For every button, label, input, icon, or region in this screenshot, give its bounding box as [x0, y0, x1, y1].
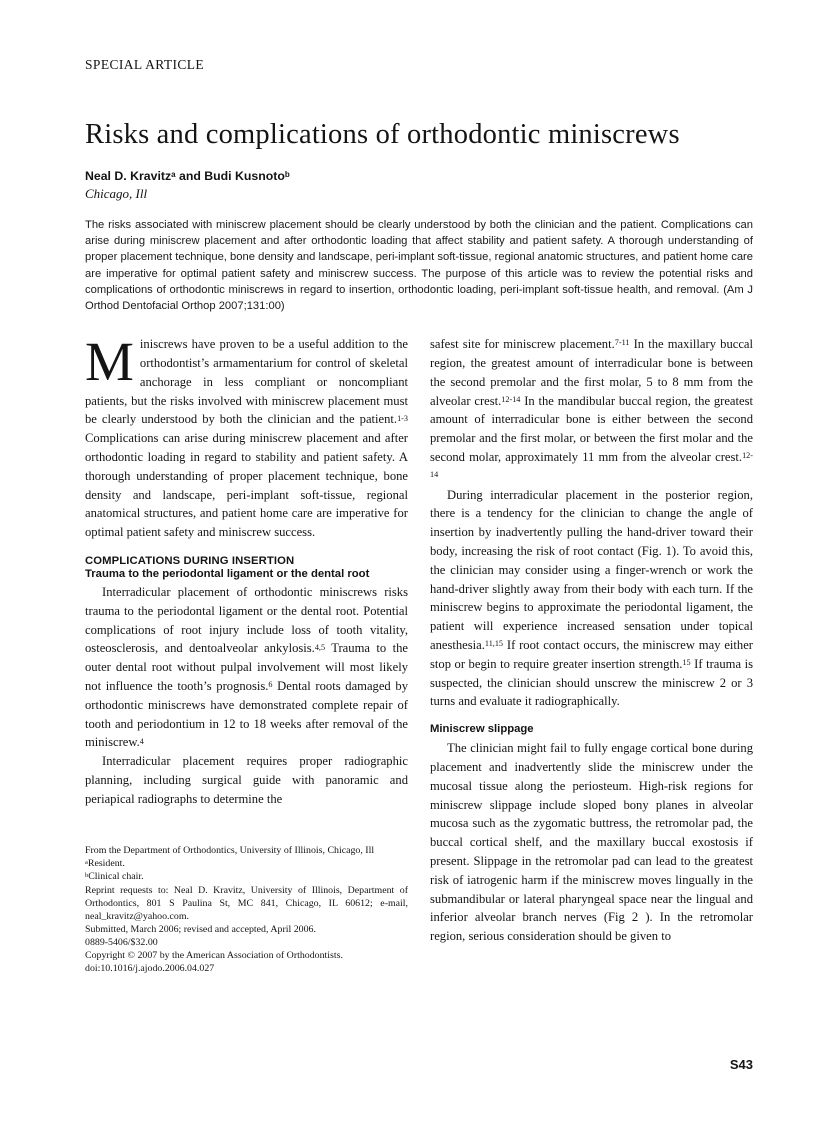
footnote-reprint-requests: Reprint requests to: Neal D. Kravitz, University of Illinois, Department of Orthodontics, 801 S Paulina St, MC 841, Chicago, IL 60612; e-mail, neal_kravitz@yahoo.com. — [85, 884, 408, 922]
page-number: S43 — [729, 1057, 753, 1072]
affiliation-line: Chicago, Ill — [85, 186, 148, 201]
body-paragraph: Interradicular placement requires proper radiographic planning, including surgical guide with panoramic and periapical radiographs to determine the — [85, 754, 408, 806]
article-title: Risks and complications of orthodontic miniscrews — [85, 119, 680, 150]
footnote-submitted: Submitted, March 2006; revised and accepted, April 2006. — [85, 923, 316, 935]
footnote-doi: doi:10.1016/j.ajodo.2006.04.027 — [85, 963, 215, 975]
intro-paragraph-text: iniscrews have proven to be a useful addition to the orthodontist’s armamentarium for control of skeletal anchorage in less compliant or noncompliant patients, but the risks involved with miniscrew placement must be clearly understood by both the clinician and the patient.$^{1-3}$ Complications can arise during miniscrew placement and after orthodontic loading in regard to stability and patient safety. A thorough understanding of proper placement technique, bone density and landscape, peri-implant soft-tissue, regional anatomical structures, and patient home care are imperative for optimal patient safety and miniscrew success. — [85, 337, 408, 540]
dropcap-letter: M — [85, 331, 134, 393]
body-paragraph: The clinician might fail to fully engage cortical bone during placement and inadvertently slide the miniscrew under the mucosal tissue along the periosteum. High-risk regions for miniscrew slippage include sloped bony planes in alveolar mucosa such as the zygomatic buttress, the retromolar pad, the buccal cortical shelf, and the maxillary buccal exostosis if present. Slippage in the retromolar pad can lead to the greatest risk of iatrogenic harm if the miniscrew moves lingually in the submandibular or lateral pharyngeal space near the lingual and inferior alveolar branch nerves (Fig 2 ). In the retromolar region, serious consideration should be given to — [430, 741, 753, 944]
section-heading-complications: COMPLICATIONS DURING INSERTION — [85, 554, 295, 567]
body-paragraph: During interradicular placement in the posterior region, there is a tendency for the clinician to change the angle of insertion by inadvertently pulling the hand-driver toward their body, increasing the risk of root contact (Fig. 1). To avoid this, the clinician may consider using a finger-wrench or work the hand-driver slightly away from their body with each turn. If the miniscrew begins to approximate the periodontal ligament, the patient will experience increased sensation under topical anesthesia.$^{11,15}$ If root contact occurs, the miniscrew may either stop or begin to require greater insertion strength.$^{15}$ If trauma is suspected, the clinician should unscrew the miniscrew 2 or 3 turns and evaluate it radiographically. — [430, 487, 753, 709]
author-line: Neal D. Kravitz$^a$ and Budi Kusnoto$^b$ — [85, 169, 290, 183]
footnote-issn-price: 0889-5406/$32.00 — [85, 936, 158, 948]
footnote-block — [85, 834, 408, 975]
subsection-heading-trauma: Trauma to the periodontal ligament or the dental root — [85, 567, 370, 580]
footnote-affiliation: From the Department of Orthodontics, University of Illinois, Chicago, Ill — [85, 845, 375, 857]
two-column-body — [85, 331, 754, 975]
footnote-resident: $^a$Resident. — [85, 858, 125, 870]
body-paragraph: Interradicular placement of orthodontic miniscrews risks trauma to the periodontal ligament or the dental root. Potential complications of root injury include loss of tooth vitality, osteosclerosis, and dentoalveolar ankylosis.$^{4,5}$ Trauma to the outer dental root without pulpal involvement will most likely not influence the tooth’s prognosis.$^6$ Dental roots damaged by orthodontic miniscrews have demonstrated complete repair of tooth and periodontium in 12 to 18 weeks after removal of the miniscrew.$^4$ — [85, 584, 408, 750]
article-type-kicker: SPECIAL ARTICLE — [85, 57, 205, 72]
footnote-copyright: Copyright © 2007 by the American Association of Orthodontists. — [85, 950, 343, 962]
body-paragraph: safest site for miniscrew placement.$^{7-11}$ In the maxillary buccal region, the greatest amount of interradicular bone is between the second premolar and the first molar, 5 to 8 mm from the alveolar crest.$^{12-14}$ In the mandibular buccal region, the greatest amount of interradicular bone is either between the second premolar and the first molar, or between the first molar and the second molar, approximately 11 mm from the alveolar crest.$^{12-14}$ — [430, 337, 754, 479]
column-right — [430, 335, 753, 975]
column-left — [85, 331, 408, 975]
abstract-paragraph: The risks associated with miniscrew placement should be clearly understood by both the clinician and the patient. Complications can arise during miniscrew placement and after orthodontic loading that affect stability and patient safety. A thorough understanding of proper placement technique, bone density and landscape, peri-implant soft-tissue, regional anatomic structures, and patient home care are imperative for optimal patient safety and miniscrew success. The purpose of this article was to review the potential risks and complications of orthodontic miniscrews in regard to insertion, orthodontic loading, peri-implant soft-tissue health, and removal. (Am J Orthod Dentofacial Orthop 2007;131:00) — [85, 219, 753, 313]
intro-paragraph — [85, 331, 408, 542]
subsection-heading-slippage: Miniscrew slippage — [430, 723, 534, 736]
footnote-clinical-chair: $^b$Clinical chair. — [85, 871, 144, 883]
